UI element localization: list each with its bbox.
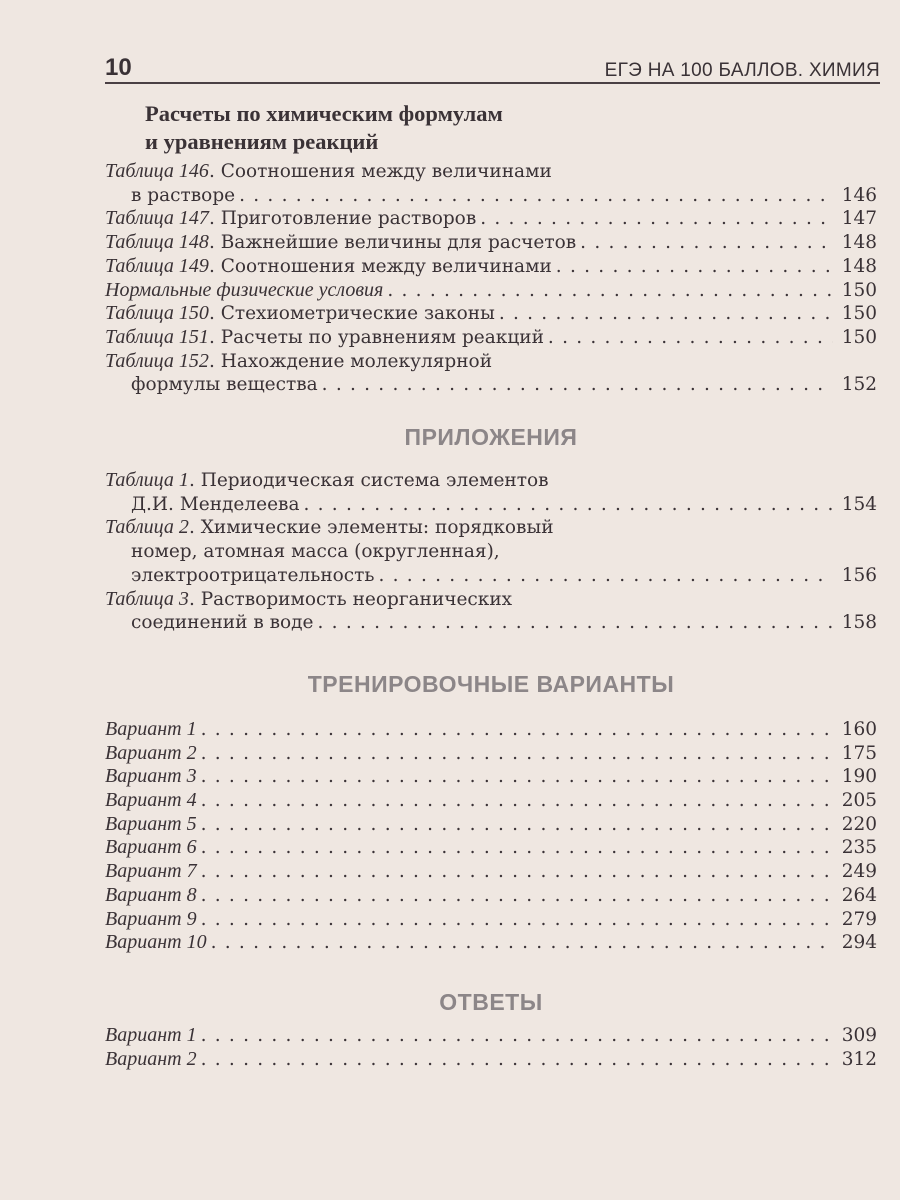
entry-page: 150 [841,303,877,325]
dot-leader [499,302,833,326]
entry-prefix: Таблица 147 [105,207,209,230]
entry-title: . Периодическая система элементов [188,470,549,492]
toc-entry-table-150[interactable] [105,302,877,326]
entry-title: . Нахождение молекулярной [208,350,493,372]
toc-entry-normal-conditions[interactable] [105,279,877,303]
entry-title: . Важнейшие величины для расчетов [208,232,577,254]
section-title-line1: Расчеты по химическим формулам [145,101,503,126]
entry-page: 160 [841,718,877,740]
entry-page: 150 [841,279,877,301]
entry-title: . Соотношения между величинами [208,161,552,182]
dot-leader [201,1024,833,1048]
entry-page: 205 [841,790,877,812]
entry-prefix: Таблица 3 [105,587,189,610]
entry-title-cont: в растворе [131,184,236,206]
entry-prefix: Таблица 151 [105,325,209,348]
dot-leader [318,611,833,635]
entry-label: Вариант 1 [105,717,197,740]
dot-leader [201,789,833,813]
entry-title: . Химические элементы: порядковый [188,517,554,539]
entry-prefix: Таблица 149 [105,254,209,277]
toc-entry-appendix-table-3[interactable] [105,588,877,635]
entry-page: 235 [841,837,877,859]
toc-entry-table-152[interactable] [105,350,877,397]
toc-entry-variant[interactable] [105,765,877,789]
toc-entry-table-148[interactable] [105,231,877,255]
entry-title: . Стехиометрические законы [208,303,495,325]
entry-label: Вариант 10 [105,931,207,954]
toc-entry-variant[interactable] [105,884,877,908]
dot-leader [378,564,833,588]
entry-title-cont: формулы вещества [131,374,318,396]
entry-page: 312 [841,1048,877,1070]
header-rule [105,82,880,84]
section-heading [105,100,877,156]
answers-heading: ОТВЕТЫ [439,988,543,1015]
dot-leader [201,908,833,932]
entry-page: 220 [841,813,877,835]
toc-entry-appendix-table-2[interactable] [105,516,877,587]
dot-leader [201,1048,833,1072]
training-heading: ТРЕНИРОВОЧНЫЕ ВАРИАНТЫ [307,670,675,697]
table-of-contents [105,92,877,1071]
entry-prefix: Таблица 150 [105,302,209,325]
entry-title: . Расчеты по уравнениям реакций [208,326,544,348]
entry-label: Вариант 2 [105,741,197,764]
dot-leader [201,765,833,789]
entry-page: 279 [841,908,877,930]
toc-entry-answer[interactable] [105,1048,877,1072]
toc-entry-table-151[interactable] [105,326,877,350]
toc-entry-variant[interactable] [105,789,877,813]
appendix-heading: ПРИЛОЖЕНИЯ [404,424,578,451]
page-number: 10 [105,54,132,81]
entry-page: 175 [841,742,877,764]
toc-entry-variant[interactable] [105,931,877,955]
entry-title-cont: Д.И. Менделеева [131,493,300,515]
entry-page: 150 [841,326,877,348]
toc-entry-appendix-table-1[interactable] [105,469,877,516]
dot-leader [211,931,833,955]
toc-entry-variant[interactable] [105,718,877,742]
toc-entry-variant[interactable] [105,813,877,837]
entry-page: 152 [841,374,877,396]
dot-leader [580,231,833,255]
toc-entry-variant[interactable] [105,860,877,884]
entry-label: Вариант 3 [105,765,197,788]
entry-label: Вариант 8 [105,883,197,906]
entry-page: 148 [841,255,877,277]
toc-entry-answer[interactable] [105,1024,877,1048]
entry-title: . Растворимость неорганических [188,588,513,610]
dot-leader [556,255,833,279]
entry-page: 309 [841,1024,877,1046]
toc-entry-variant[interactable] [105,908,877,932]
entry-prefix: Таблица 2 [105,516,189,539]
dot-leader [548,326,833,350]
dot-leader [387,279,833,303]
entry-page: 148 [841,232,877,254]
entry-page: 156 [841,564,877,586]
entry-label: Вариант 1 [105,1023,197,1046]
dot-leader [201,718,833,742]
dot-leader [322,373,833,397]
entry-prefix: Таблица 152 [105,349,209,372]
book-title: ЕГЭ НА 100 БАЛЛОВ. ХИМИЯ [604,60,880,81]
dot-leader [201,884,833,908]
entry-title-cont: электроотрицательность [131,564,375,586]
entry-page: 294 [841,932,877,954]
entry-page: 154 [841,493,877,515]
entry-title-cont: соединений в воде [131,612,314,634]
entry-prefix: Таблица 146 [105,160,209,182]
entry-page: 190 [841,766,877,788]
dot-leader [201,742,833,766]
entry-page: 146 [841,184,877,206]
entry-page: 158 [841,612,877,634]
answers-list [105,1024,877,1071]
entry-title: . Приготовление растворов [208,208,477,230]
toc-entry-variant[interactable] [105,742,877,766]
entry-label: Вариант 6 [105,836,197,859]
entry-label: Вариант 4 [105,789,197,812]
entry-label: Вариант 9 [105,907,197,930]
training-variants-list [105,718,877,955]
entry-page: 249 [841,861,877,883]
entry-prefix: Нормальные физические условия [105,278,384,301]
entry-label: Вариант 7 [105,860,197,883]
entry-label: Вариант 2 [105,1047,197,1070]
entry-label: Вариант 5 [105,812,197,835]
toc-entry-table-149[interactable] [105,255,877,279]
entry-page: 264 [841,884,877,906]
entry-title: . Соотношения между величинами [208,255,552,277]
dot-leader [303,493,833,517]
toc-entry-table-146[interactable] [105,160,877,207]
toc-entry-table-147[interactable] [105,207,877,231]
entry-prefix: Таблица 148 [105,231,209,254]
dot-leader [201,836,833,860]
toc-entry-variant[interactable] [105,836,877,860]
dot-leader [480,207,833,231]
entry-title-cont: номер, атомная масса (округленная), [131,541,500,563]
dot-leader [201,860,833,884]
entry-prefix: Таблица 1 [105,469,189,492]
dot-leader [239,184,833,208]
entry-page: 147 [841,208,877,230]
dot-leader [201,813,833,837]
running-head [105,52,880,82]
section-title-line2: и уравнениям реакций [145,129,379,154]
